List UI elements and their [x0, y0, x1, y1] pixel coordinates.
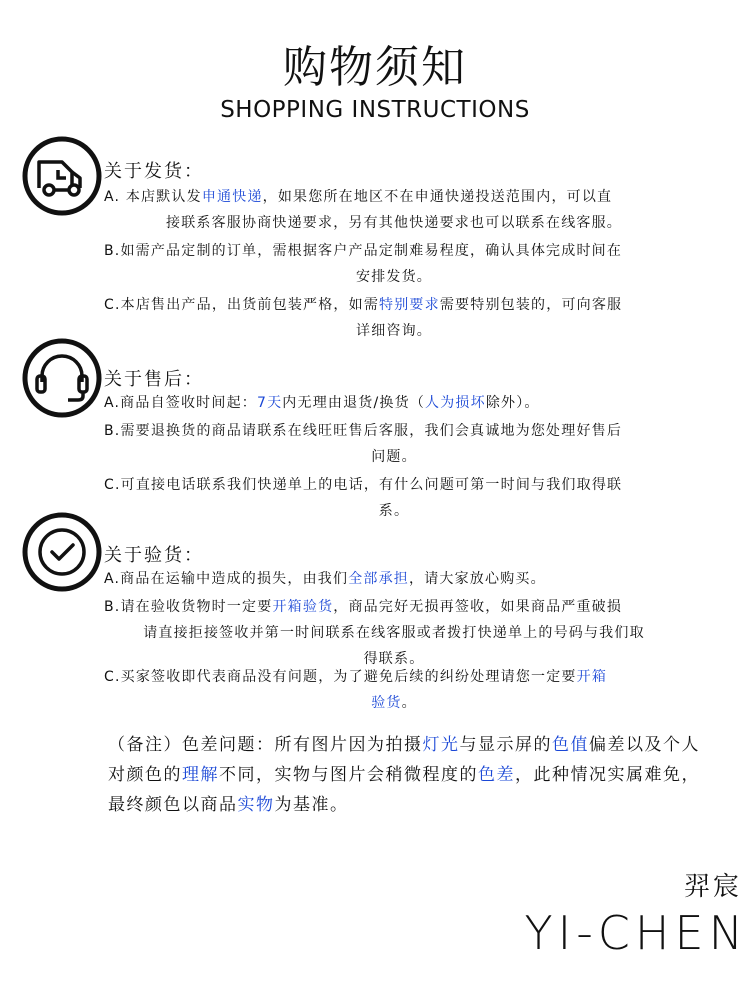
delivery-truck-icon — [22, 136, 102, 216]
after-sales-item-b: B.需要退换货的商品请联系在线旺旺售后客服，我们会真诚地为您处理好售后 问题。 — [104, 423, 623, 465]
section-title-after-sales: 关于售后： — [104, 369, 204, 390]
after-sales-item-a: A.商品自签收时间起：7天内无理由退货/换货（人为损坏除外）。 — [104, 395, 540, 411]
color-difference-note: （备注）色差问题：所有图片因为拍摄灯光与显示屏的色值偏差以及个人对颜色的理解不同，实物与图片会稍微程度的色差，此种情况实属难免，最终颜色以商品实物为基准。 — [108, 735, 700, 815]
brand-name-cn: 羿宸 — [683, 872, 742, 902]
shipping-item-c: C.本店售出产品，出货前包装严格，如需特别要求需要特别包装的，可向客服 详细咨询。 — [104, 297, 623, 339]
headset-icon — [22, 338, 102, 418]
inspection-item-a: A.商品在运输中造成的损失，由我们全部承担，请大家放心购买。 — [104, 571, 546, 587]
inspection-item-b: B.请在验收货物时一定要开箱验货，商品完好无损再签收，如果商品严重破损 请直接拒接签收并第一时间联系在线客服或者拨打快递单上的号码与我们取 得联系。 — [104, 599, 645, 667]
after-sales-item-c: C.可直接电话联系我们快递单上的电话，有什么问题可第一时间与我们取得联 系。 — [104, 477, 623, 519]
shipping-item-a: A. 本店默认发申通快递，如果您所在地区不在申通快递投送范围内，可以直 接联系客服协商快递要求，另有其他快递要求也可以联系在线客服。 — [104, 189, 622, 231]
page-subtitle: SHOPPING INSTRUCTIONS — [220, 97, 530, 123]
inspection-item-c: C.买家签收即代表商品没有问题，为了避免后续的纠纷处理请您一定要开箱 验货。 — [104, 669, 608, 711]
shipping-item-b: B.如需产品定制的订单，需根据客户产品定制难易程度，确认具体完成时间在 安排发货。 — [104, 243, 623, 285]
page-title: 购物须知 — [283, 42, 467, 93]
section-title-inspection: 关于验货： — [104, 545, 204, 566]
check-circle-icon — [22, 512, 102, 592]
section-title-shipping: 关于发货： — [104, 161, 204, 182]
brand-name-en: YI-CHEN — [524, 906, 748, 960]
